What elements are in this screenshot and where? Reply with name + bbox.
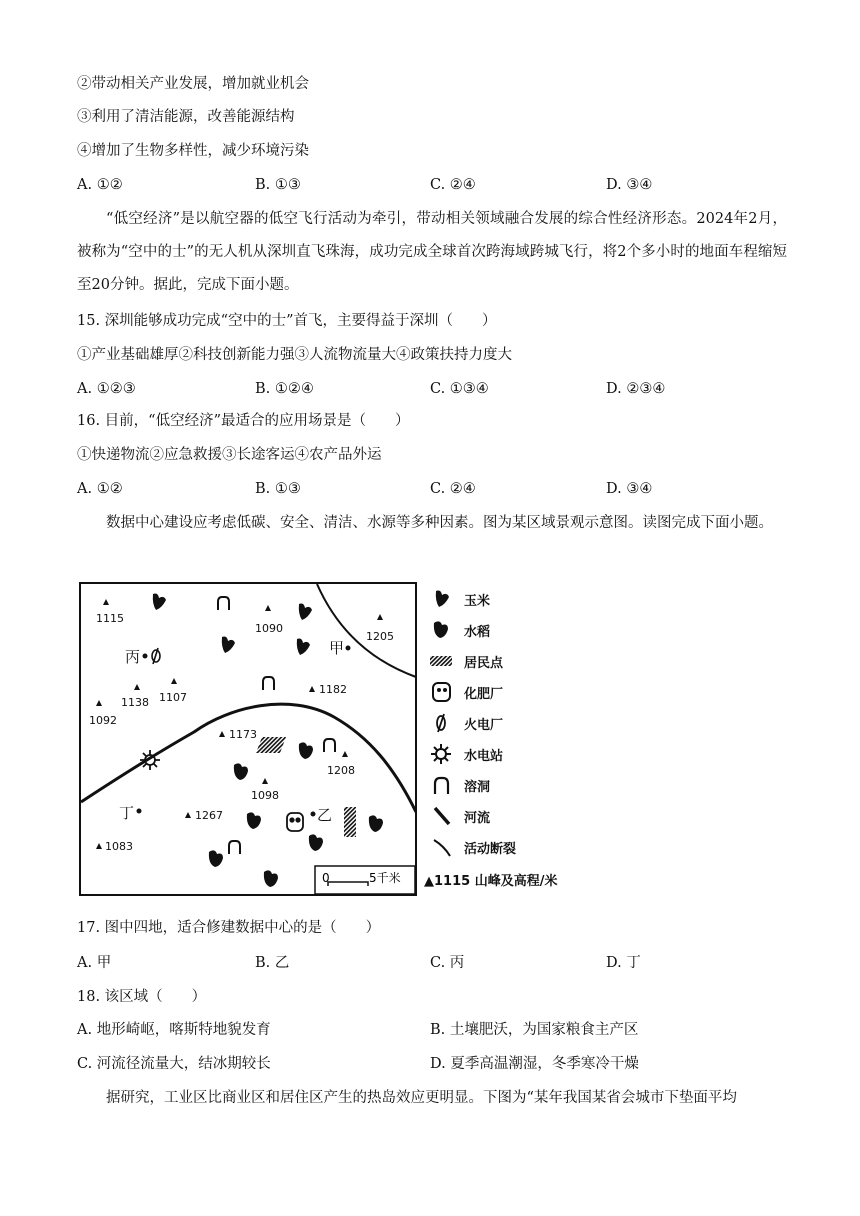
q18-option-c[interactable]: C. 河流径流量大，结冰期较长 (77, 1056, 271, 1072)
q16-statements: ①快递物流②应急救援③长途客运④农产品外运 (77, 447, 382, 463)
q14-option-a[interactable]: A. ①② (77, 177, 123, 193)
q16-option-c[interactable]: C. ②④ (430, 481, 476, 497)
q15-option-d[interactable]: D. ②③④ (606, 381, 666, 397)
legend-karst: 溶洞 (464, 780, 491, 795)
river-icon (430, 805, 454, 827)
peak-1098: 1098 (251, 789, 279, 802)
legend-corn: 玉米 (464, 594, 491, 609)
hydro-icon (430, 743, 454, 765)
q16-option-a[interactable]: A. ①② (77, 481, 123, 497)
peak-1115: 1115 (96, 612, 124, 625)
q15-option-c[interactable]: C. ①③④ (430, 381, 489, 397)
q14-option-b[interactable]: B. ①③ (255, 177, 301, 193)
place-jia: 甲 (329, 639, 345, 657)
legend-residential: 居民点 (464, 656, 504, 671)
passage-heat-island: 据研究，工业区比商业区和居住区产生的热岛效应更明显。下图为“某年我国某省会城市下垫面平均 (106, 1090, 737, 1106)
peak-1267: 1267 (195, 809, 223, 822)
q17-option-d[interactable]: D. 丁 (606, 955, 641, 971)
legend-peak: ▲1115 山峰及高程/米 (424, 874, 558, 889)
fault-icon (430, 836, 454, 858)
legend-thermal: 火电厂 (464, 718, 504, 733)
passage-data-center: 数据中心建设应考虑低碳、安全、清洁、水源等多种因素。图为某区域景观示意图。读图完成下面小题。 (106, 515, 773, 531)
peak-1107: 1107 (159, 691, 187, 704)
q15-option-a[interactable]: A. ①②③ (77, 381, 136, 397)
q15-statements: ①产业基础雄厚②科技创新能力强③人流物流量大④政策扶持力度大 (77, 347, 512, 363)
peak-1092: 1092 (89, 714, 117, 727)
thermal-icon (430, 712, 454, 734)
q16-option-d[interactable]: D. ③④ (606, 481, 653, 497)
peak-1205: 1205 (366, 630, 394, 643)
legend-river: 河流 (464, 811, 491, 826)
legend-fault: 活动断裂 (464, 842, 517, 857)
peak-1138: 1138 (121, 696, 149, 709)
q15-stem: 15. 深圳能够成功完成“空中的士”首飞，主要得益于深圳（ ） (77, 313, 497, 329)
q17-option-a[interactable]: A. 甲 (77, 955, 112, 971)
fertilizer-icon (430, 681, 454, 703)
peak-1173: 1173 (229, 728, 257, 741)
peak-1083: 1083 (105, 840, 133, 853)
place-yi: 乙 (317, 806, 333, 824)
passage-low-altitude-economy: “低空经济”是以航空器的低空飞行活动为牵引，带动相关领域融合发展的综合性经济形态。2024年2月，被称为“空中的士”的无人机从深圳直飞珠海，成功完成全球首次跨海域跨城飞行，将2个多小时的地面车程缩短至20分钟。据此，完成下面小题。 (77, 211, 787, 293)
q17-option-c[interactable]: C. 丙 (430, 955, 465, 971)
q18-option-a[interactable]: A. 地形崎岖，喀斯特地貌发育 (77, 1022, 271, 1038)
rice-icon (430, 619, 454, 641)
q14-option-d[interactable]: D. ③④ (606, 177, 653, 193)
scale-zero: 0 (322, 871, 330, 885)
q18-option-b[interactable]: B. 土壤肥沃，为国家粮食主产区 (430, 1022, 639, 1038)
q18-stem: 18. 该区域（ ） (77, 989, 207, 1005)
statement-3: ③利用了清洁能源，改善能源结构 (77, 109, 295, 125)
q18-option-d[interactable]: D. 夏季高温潮湿，冬季寒冷干燥 (430, 1056, 639, 1072)
peak-1182: 1182 (319, 683, 347, 696)
q17-option-b[interactable]: B. 乙 (255, 955, 290, 971)
legend-rice: 水稻 (464, 625, 491, 640)
q14-option-c[interactable]: C. ②④ (430, 177, 476, 193)
scale-label: 5千米 (369, 871, 401, 885)
q16-stem: 16. 目前，“低空经济”最适合的应用场景是（ ） (77, 413, 410, 429)
legend-hydro: 水电站 (464, 749, 504, 764)
residential-icon (430, 650, 454, 672)
corn-icon (430, 588, 454, 610)
karst-icon (430, 774, 454, 796)
q16-option-b[interactable]: B. ①③ (255, 481, 301, 497)
landscape-map (79, 582, 417, 896)
peak-1090: 1090 (255, 622, 283, 635)
place-ding: 丁 (119, 804, 135, 822)
statement-4: ④增加了生物多样性，减少环境污染 (77, 143, 309, 159)
legend-fertilizer: 化肥厂 (464, 687, 504, 702)
statement-2: ②带动相关产业发展，增加就业机会 (77, 76, 309, 92)
q15-option-b[interactable]: B. ①②④ (255, 381, 314, 397)
place-bing: 丙 (125, 648, 141, 666)
peak-1208: 1208 (327, 764, 355, 777)
q17-stem: 17. 图中四地，适合修建数据中心的是（ ） (77, 920, 381, 936)
